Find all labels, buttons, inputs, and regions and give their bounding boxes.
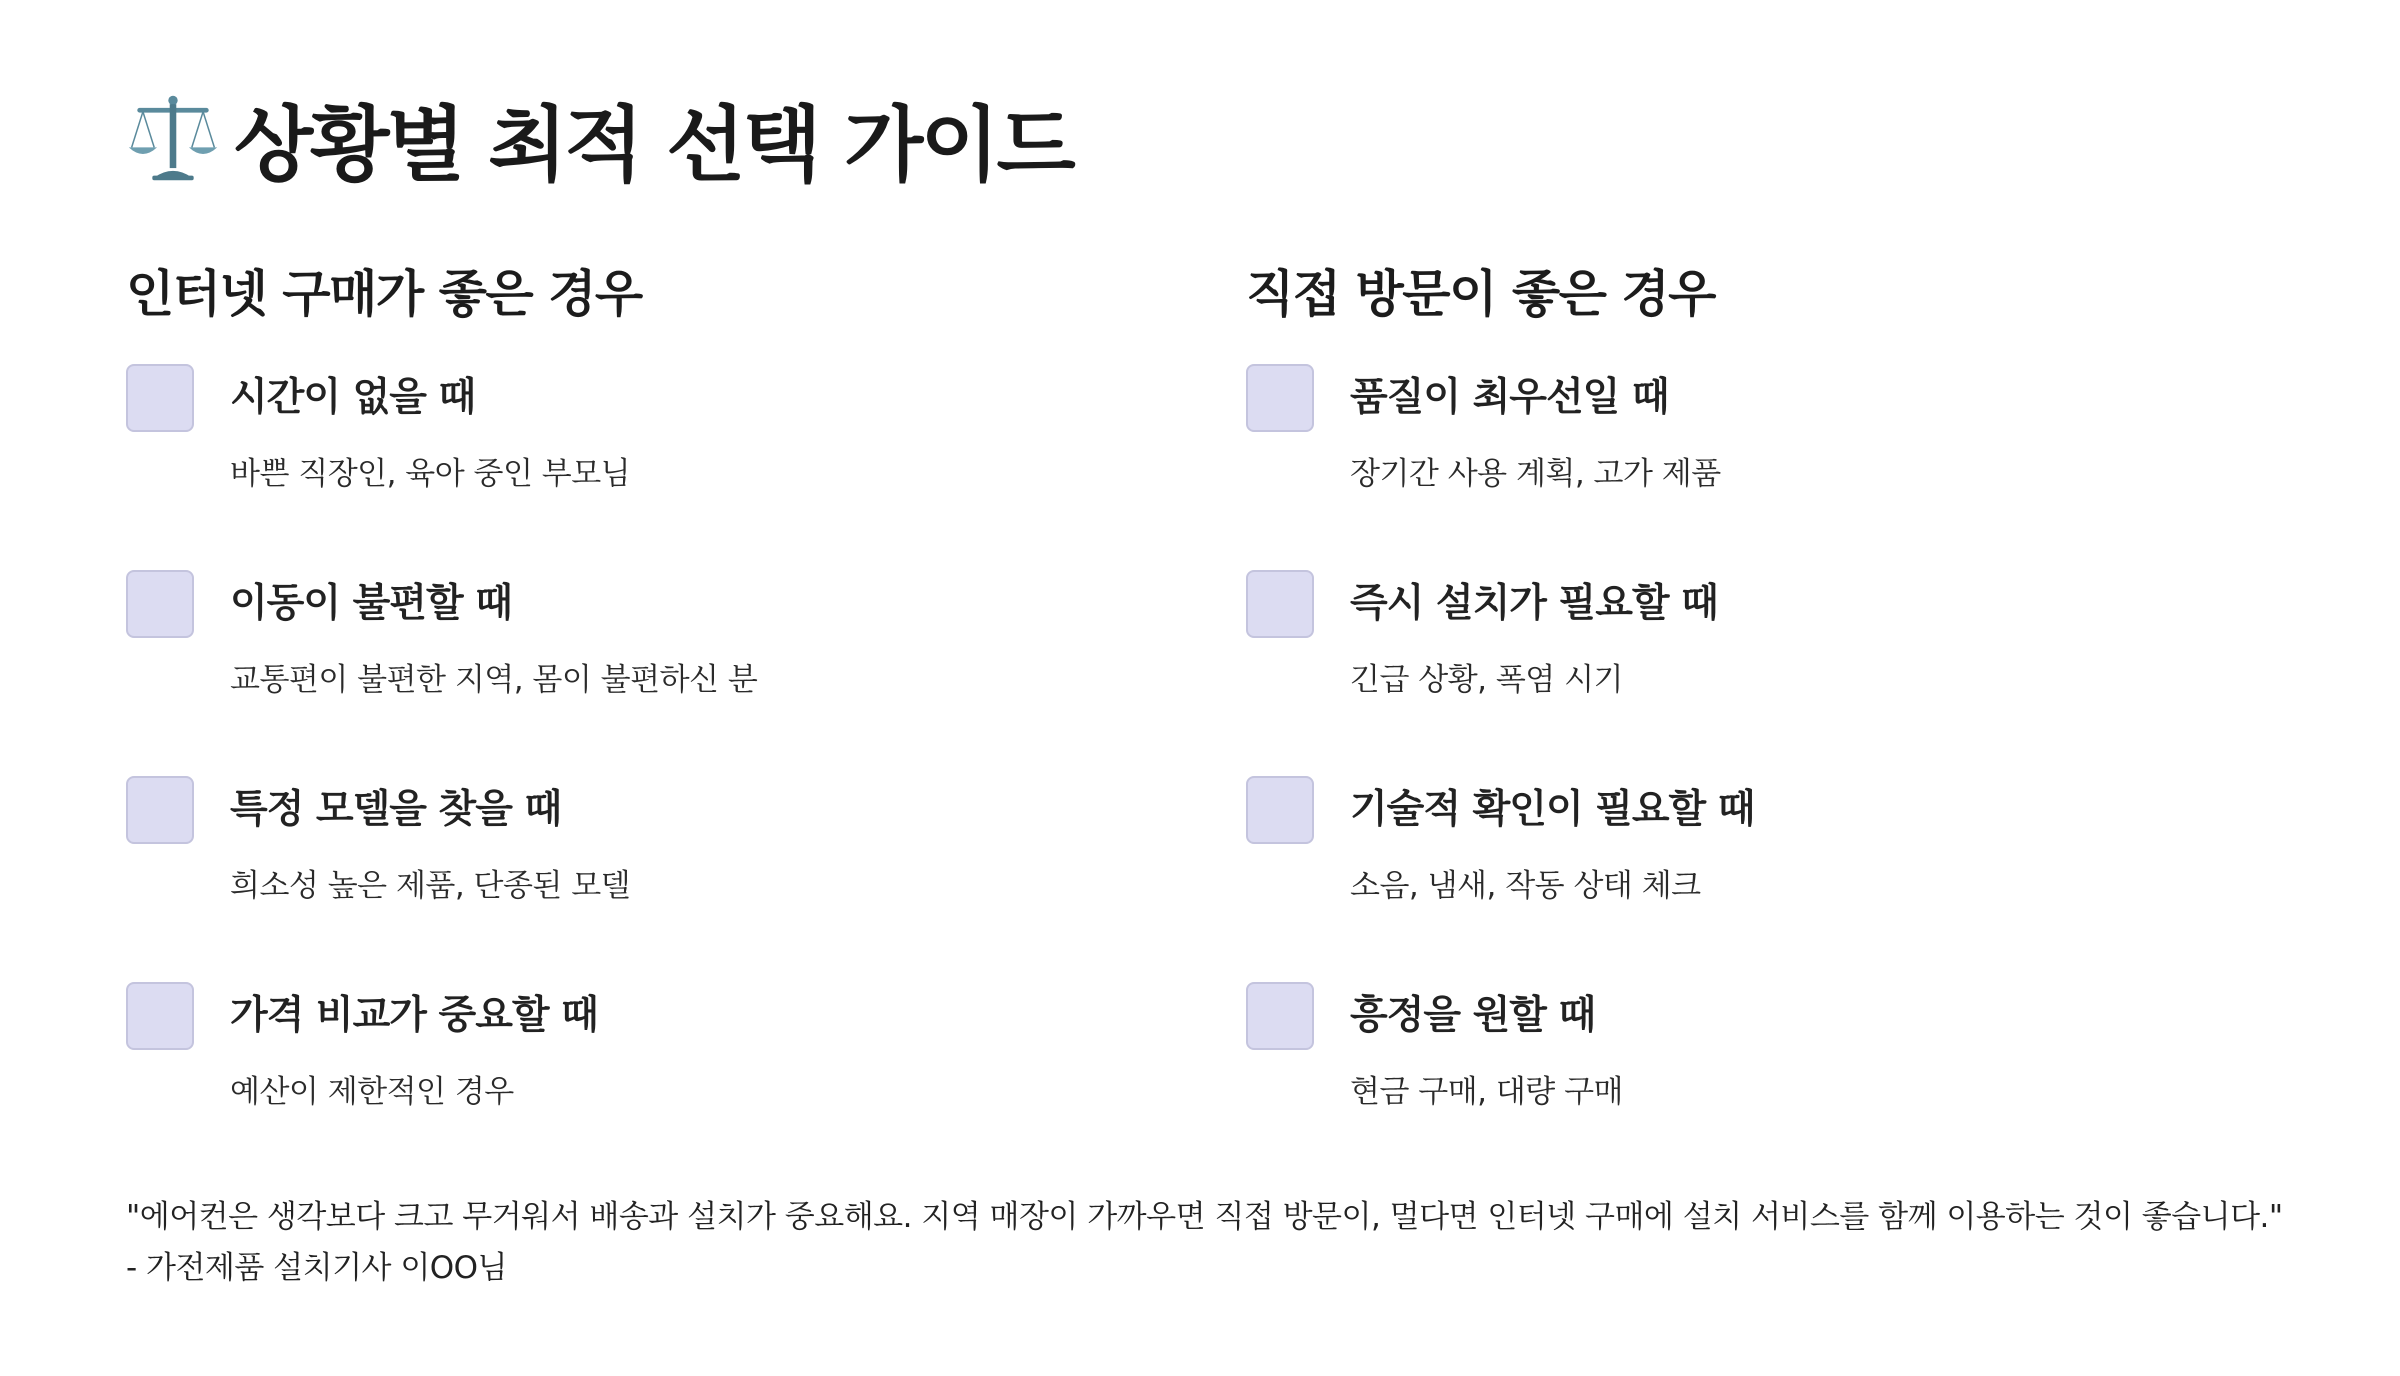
- item-title: 기술적 확인이 필요할 때: [1350, 787, 1755, 832]
- item-title: 가격 비교가 중요할 때: [230, 993, 598, 1038]
- title-row: [126, 78, 1073, 198]
- list-item: [1246, 982, 2274, 1188]
- checkbox[interactable]: [126, 982, 194, 1050]
- item-description: 교통편이 불편한 지역, 몸이 불편하신 분: [230, 662, 758, 698]
- checkbox[interactable]: [1246, 364, 1314, 432]
- item-title: 즉시 설치가 필요할 때: [1350, 581, 1718, 626]
- item-title: 품질이 최우선일 때: [1350, 375, 1669, 420]
- list-item: [126, 982, 1246, 1188]
- list-item: [126, 364, 1246, 570]
- checkbox[interactable]: [126, 570, 194, 638]
- checkbox[interactable]: [126, 776, 194, 844]
- item-description: 장기간 사용 계획, 고가 제품: [1350, 456, 1721, 492]
- item-title: 흥정을 원할 때: [1350, 993, 1596, 1038]
- checkbox[interactable]: [1246, 776, 1314, 844]
- item-description: 소음, 냄새, 작동 상태 체크: [1350, 868, 1701, 904]
- item-description: 바쁜 직장인, 육아 중인 부모님: [230, 456, 631, 492]
- online-heading: 인터넷 구매가 좋은 경우: [126, 265, 642, 323]
- list-item: [1246, 364, 2274, 570]
- item-description: 희소성 높은 제품, 단종된 모델: [230, 868, 631, 904]
- list-item: [126, 570, 1246, 776]
- checkbox[interactable]: [126, 364, 194, 432]
- item-title: 이동이 불편할 때: [230, 581, 512, 626]
- visit-column: [1246, 258, 2274, 1188]
- visit-heading: 직접 방문이 좋은 경우: [1246, 265, 1715, 323]
- expert-quote: "에어컨은 생각보다 크고 무거워서 배송과 설치가 중요해요. 지역 매장이 가까우면 직접 방문이, 멀다면 인터넷 구매에 설치 서비스를 함께 이용하는 것이 좋습니다." - 가전제품 설치기사 이OO님: [126, 1199, 2283, 1286]
- list-item: [1246, 570, 2274, 776]
- item-description: 현금 구매, 대량 구매: [1350, 1074, 1623, 1110]
- online-column: [126, 258, 1246, 1188]
- page-title: 상황별 최적 선택 가이드: [234, 97, 1073, 193]
- item-title: 시간이 없을 때: [230, 375, 476, 420]
- item-description: 긴급 상황, 폭염 시기: [1350, 662, 1623, 698]
- item-description: 예산이 제한적인 경우: [230, 1074, 514, 1110]
- columns: [126, 258, 2274, 1188]
- balance-scale-icon: [126, 91, 220, 185]
- checkbox[interactable]: [1246, 570, 1314, 638]
- checkbox[interactable]: [1246, 982, 1314, 1050]
- item-title: 특정 모델을 찾을 때: [230, 787, 562, 832]
- list-item: [126, 776, 1246, 982]
- list-item: [1246, 776, 2274, 982]
